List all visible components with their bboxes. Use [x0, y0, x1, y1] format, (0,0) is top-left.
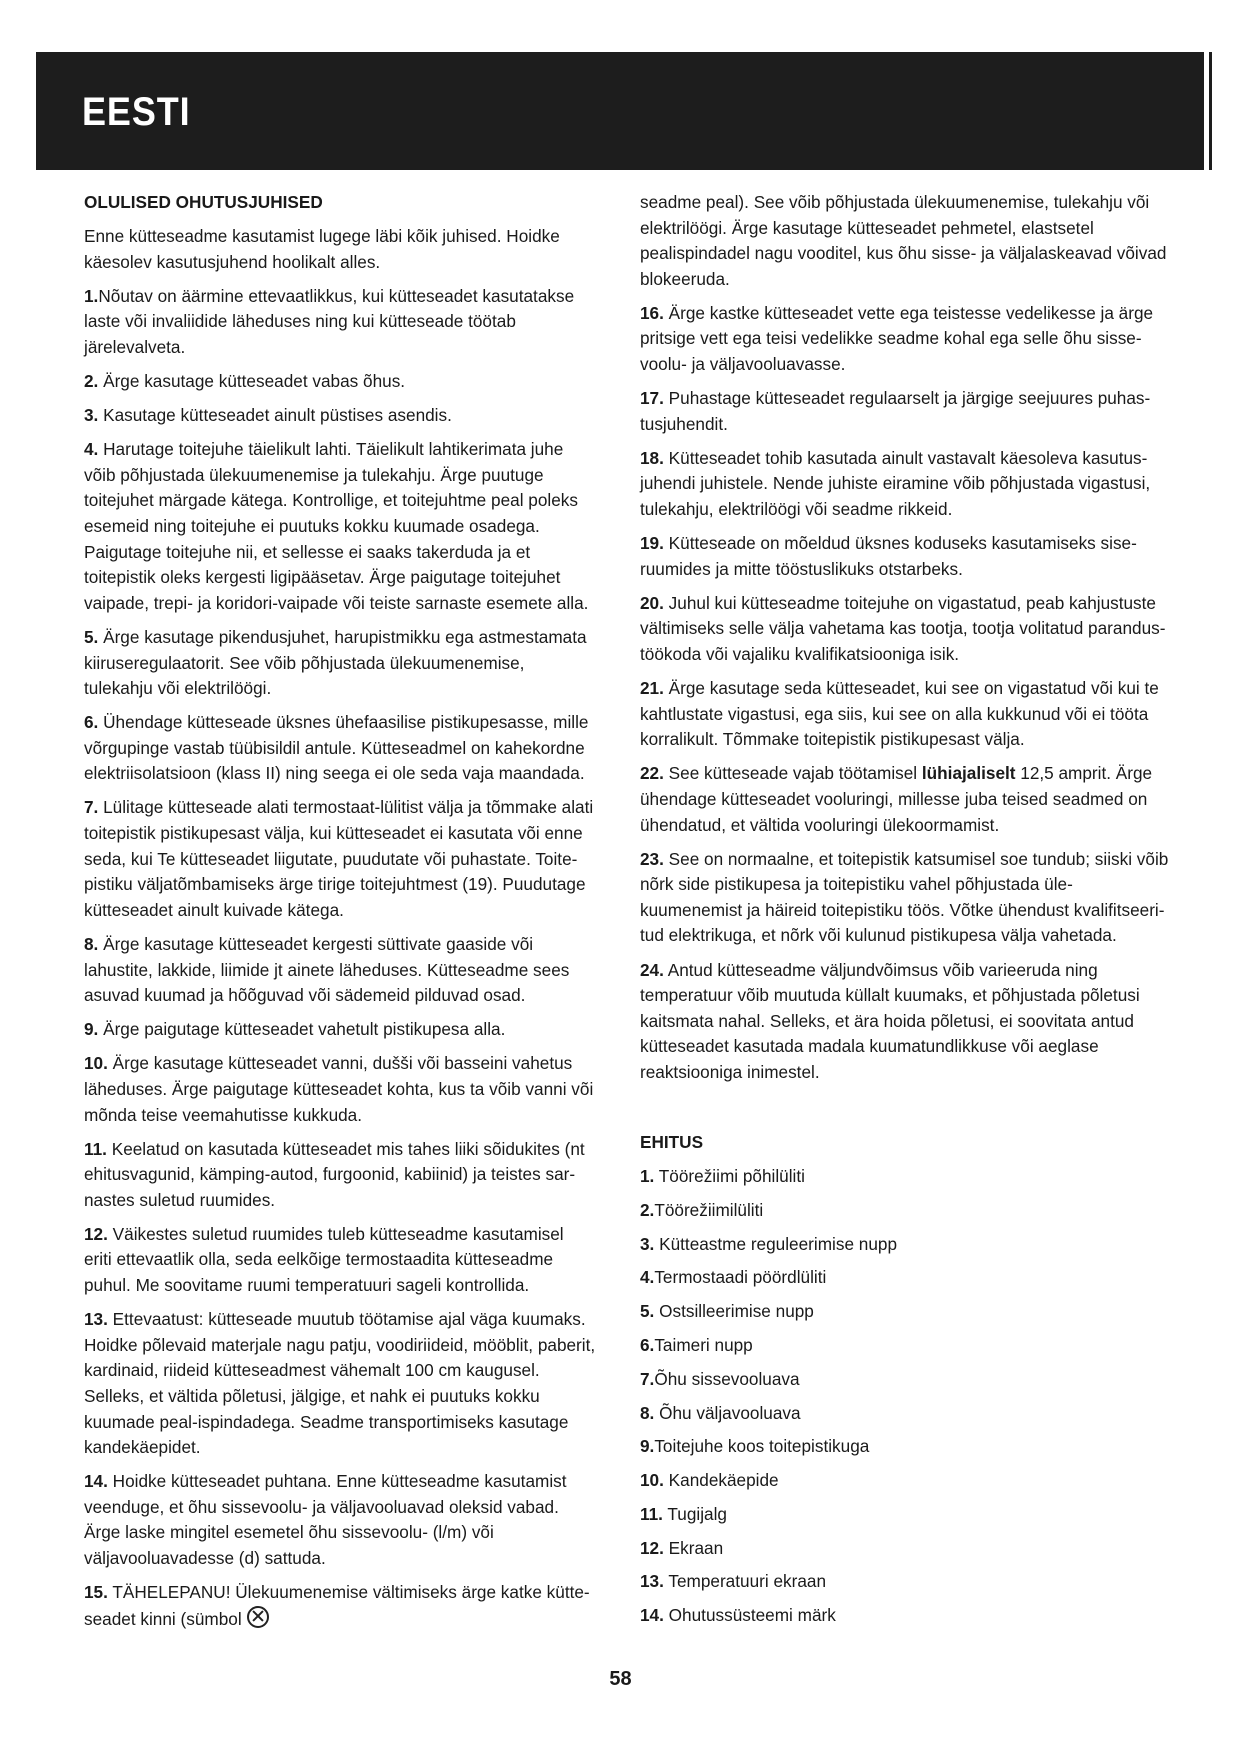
- safety-item-22: [640, 761, 1170, 838]
- safety-items-right-2: [640, 847, 1170, 1086]
- item-text: Tugijalg: [662, 1503, 727, 1524]
- item-number: 11.: [84, 1138, 107, 1159]
- safety-item: [84, 284, 596, 361]
- construction-item: [640, 1198, 1170, 1224]
- item-text: Ühendage kütteseade üksnes ühefaasilise pistikupesasse, mille võrgupinge vastab tüübisildil antule. Kütteseadmel on kahekordne elektriisolatsioon (klass II) ning seega ei ole seda vaja maandada.: [84, 712, 589, 784]
- safety-item: [84, 403, 596, 429]
- construction-item: [640, 1434, 1170, 1460]
- item-number: 24.: [640, 959, 664, 980]
- safety-item: [84, 437, 596, 616]
- item-number: 3.: [640, 1233, 655, 1254]
- safety-item: [84, 1017, 596, 1043]
- item-number: 8.: [640, 1402, 655, 1423]
- item-number: 23.: [640, 848, 664, 869]
- safety-item-15-continued: seadme peal). See võib põhjustada ülekuumenemise, tulekahju või elektrilöögi. Ärge kasutage kütteseadet pehmetel, elastsetel pealispindadel nagu vooditel, kus õhu sisse- ja väljalaskeavad võivad blokeeruda.: [640, 192, 1167, 289]
- item-text: Ärge kasutage pikendusjuhet, harupistmikku ega astmestamata kiiruseregulaatorit. See võib põhjustada ülekuumenemise, tulekahju või elektrilöögi.: [84, 626, 587, 699]
- item-number: 12.: [640, 1537, 664, 1558]
- item-text: Antud kütteseadme väljundvõimsus võib varieeruda ning temperatuur võib muutuda küllalt kuumaks, et põhjustada põletusi kaitsmata nahal. Selleks, et ära hoida põletusi, ei soovitata antud kütteseadet kasutada madala kuumatundlikkuse või aeglase reaktsiooniga inimestel.: [640, 959, 1140, 1082]
- item-number: 18.: [640, 447, 664, 468]
- construction-item: [640, 1333, 1170, 1359]
- item-number: 4.: [640, 1267, 655, 1288]
- safety-heading: OLULISED OHUTUSJUHISED: [84, 192, 323, 212]
- item-text: Väikestes suletud ruumides tuleb kütteseadme kasutamisel eriti ettevaatlik olla, seda eelkõige termostaadita kütteseadme puhul. Me soovitame ruumi temperatuuri sageli kontrollida.: [84, 1223, 564, 1296]
- language-header-bar: [36, 52, 1204, 170]
- item-text: Õhu väljavooluava: [654, 1402, 801, 1423]
- construction-heading: EHITUS: [640, 1132, 704, 1152]
- safety-item-15: [84, 1580, 596, 1632]
- item-text: Keelatud on kasutada kütteseadet mis tahes liiki sõidukites (nt ehitusvagunid, kämping-autod, furgoonid, kabiinid) ja teistes sar-nastes suletud ruumides.: [84, 1138, 585, 1210]
- item-number: 16.: [640, 302, 664, 323]
- item-text: Kandekäepide: [663, 1470, 779, 1491]
- safety-item: [640, 531, 1170, 582]
- item-text: Ettevaatust: kütteseade muutub töötamise ajal väga kuumaks. Hoidke põlevaid materjale nagu patju, voodiriideid, mööblit, paberit, kardinaid, riideid kütteseadmest vähemalt 100 cm kaugusel. Selleks, et vältida põletusi, jälgige, et nahk ei puutuks kokku kuumade peal-ispindadega. Seadme transportimiseks kasutage kandekäepidet.: [84, 1309, 596, 1458]
- item-emphasis: lühiajaliselt: [921, 763, 1016, 784]
- safety-item: [84, 625, 596, 702]
- item-text: See kütteseade vajab töötamisel: [663, 763, 922, 784]
- item-number: 19.: [640, 533, 664, 554]
- construction-item: [640, 1164, 1170, 1190]
- item-text: Harutage toitejuhe täielikult lahti. Täielikult lahtikerimata juhe võib põhjustada ülekuumenemise ja tulekahju. Ärge puutuge toitejuhet märgade kätega. Kontrollige, et toitejuhtme peal poleks esemeid ning toitejuhe ei puutuks kokku kuumade osadega. Paigutage toitejuhe nii, et sellesse ei saaks takerduda ja et toitepistik oleks kergesti ligipääsetav. Ärge paigutage toitejuhet vaipade, trepi- ja koridori-vaipade või teiste sarnaste esemete alla.: [84, 439, 589, 613]
- item-number: 9.: [84, 1019, 99, 1040]
- item-text: Lülitage kütteseade alati termostaat-lülitist välja ja tõmmake alati toitepistik pistikupesast välja, kui kütteseadet ei kasutata või enne seda, kui Te kütteseadet liigutate, puudutate või puhastate. Toite-pistiku väljatõmbamiseks ärge tirige toitejuhtmest (19). Puudutage kütteseadet ainult kuivade kätega.: [84, 797, 594, 920]
- item-number: 17.: [640, 388, 664, 409]
- item-number: 15.: [84, 1582, 108, 1603]
- item-number: 7.: [640, 1368, 655, 1389]
- item-text: Ohutussüsteemi märk: [663, 1605, 836, 1626]
- construction-item: [640, 1401, 1170, 1427]
- safety-item: [84, 1222, 596, 1299]
- item-text: Ärge paigutage kütteseadet vahetult pistikupesa alla.: [98, 1019, 506, 1040]
- construction-item: [640, 1603, 1170, 1629]
- left-column: [84, 190, 596, 1641]
- language-title: EESTI: [82, 90, 191, 134]
- item-text: Töörežiimi põhilüliti: [654, 1166, 805, 1187]
- item-text: Kütteastme reguleerimise nupp: [654, 1233, 898, 1254]
- item-number: 8.: [84, 933, 99, 954]
- safety-item: [84, 1307, 596, 1461]
- item-text: Taimeri nupp: [654, 1335, 753, 1355]
- safety-item: [640, 676, 1170, 753]
- item-number: 6.: [84, 712, 99, 733]
- item-number: 3.: [84, 405, 99, 426]
- item-text: Toitejuhe koos toitepistikuga: [654, 1436, 870, 1457]
- item-number: 1.: [84, 285, 99, 306]
- item-number: 7.: [84, 797, 99, 818]
- item-text: Hoidke kütteseadet puhtana. Enne kütteseadme kasutamist veenduge, et õhu sissevoolu- ja väljavooluavad oleksid vabad. Ärge laske mingitel esemetel õhu sissevoolu- (l/m) või väljavooluavadesse (d) sattuda.: [84, 1471, 567, 1568]
- header-edge-mark: [1209, 52, 1212, 170]
- item-text: TÄHELEPANU! Ülekuumenemise vältimiseks ärge katke kütte-seadet kinni (sümbol: [84, 1582, 590, 1629]
- item-text: Ärge kasutage kütteseadet kergesti süttivate gaaside või lahustite, lakkide, liimide jt ainete läheduses. Kütteseadme sees asuvad kuumad ja hõõguvad või sädemeid pilduvad osad.: [84, 933, 570, 1006]
- item-text: Ekraan: [663, 1537, 724, 1558]
- item-number: 2.: [640, 1199, 655, 1220]
- item-text: Kütteseadet tohib kasutada ainult vastavalt käesoleva kasutus-juhendi juhistele. Nende juhiste eiramine võib põhjustada vigastusi, tulekahju, elektrilöögi või seadme rikkeid.: [640, 447, 1151, 520]
- safety-item: [84, 710, 596, 787]
- item-number: 13.: [84, 1309, 108, 1330]
- safety-item: [640, 847, 1170, 949]
- item-text: Kütteseade on mõeldud üksnes koduseks kasutamiseks sise-ruumides ja mitte tööstuslikuks otstarbeks.: [640, 533, 1137, 579]
- page-number: 58: [609, 1668, 632, 1690]
- item-number: 14.: [84, 1471, 108, 1492]
- right-column: [640, 190, 1170, 1637]
- item-number: 9.: [640, 1436, 655, 1457]
- item-number: 4.: [84, 439, 99, 460]
- construction-item: [640, 1265, 1170, 1291]
- safety-item: [84, 1137, 596, 1214]
- item-text: 12,5 amprit. Ärge ühendage kütteseadet vooluringi, millesse juba teised seadmed on ühendatud, et vältida vooluringi ülekoormamist.: [640, 763, 1153, 835]
- item-text: Ärge kasutage kütteseadet vanni, dušši või basseini vahetus läheduses. Ärge paigutage kütteseadet kohta, kus ta võib vanni või mõnda teise veemahutisse kukkuda.: [84, 1053, 594, 1125]
- item-number: 14.: [640, 1605, 664, 1626]
- item-text: Kasutage kütteseadet ainult püstises asendis.: [98, 405, 452, 426]
- item-text: Ostsilleerimise nupp: [654, 1301, 814, 1322]
- construction-item: [640, 1299, 1170, 1325]
- construction-item: [640, 1367, 1170, 1393]
- safety-item: [640, 301, 1170, 378]
- item-number: 13.: [640, 1571, 664, 1592]
- item-text: Termostaadi pöördlüliti: [654, 1267, 827, 1288]
- item-number: 6.: [640, 1335, 655, 1355]
- item-text: Nõutav on äärmine ettevaatlikkus, kui kütteseadet kasutatakse laste või invaliidide läheduses ning kui kütteseade töötab järelevalveta.: [84, 285, 575, 357]
- construction-item: [640, 1569, 1170, 1595]
- item-number: 20.: [640, 592, 664, 613]
- item-text: Juhul kui kütteseadme toitejuhe on vigastatud, peab kahjustuste vältimiseks selle välja vahetama kas tootja, tootja volitatud parandus-töökoda või vajaliku kvalifikatsiooniga isik.: [640, 592, 1166, 664]
- item-text: Ärge kasutage seda kütteseadet, kui see on vigastatud või kui te kahtlustate vigastusi, ega siis, kui see on alla kukkunud või ei tööta korralikult. Tõmmake toitepistik pistikupesast välja.: [640, 678, 1159, 750]
- item-number: 21.: [640, 678, 664, 699]
- item-number: 2.: [84, 371, 99, 392]
- safety-item: [84, 369, 596, 395]
- construction-list: [640, 1164, 1170, 1629]
- item-text: Temperatuuri ekraan: [663, 1571, 827, 1592]
- safety-intro: Enne kütteseadme kasutamist lugege läbi kõik juhised. Hoidke käesolev kasutusjuhend hoolikalt alles.: [84, 226, 560, 272]
- safety-item: [84, 795, 596, 923]
- item-number: 12.: [84, 1223, 108, 1244]
- item-text: Õhu sissevooluava: [654, 1368, 800, 1389]
- item-number: 22.: [640, 763, 664, 784]
- safety-item: [84, 1051, 596, 1128]
- construction-item: [640, 1536, 1170, 1562]
- item-number: 5.: [640, 1301, 655, 1322]
- item-number: 10.: [84, 1053, 108, 1074]
- construction-item: [640, 1232, 1170, 1258]
- item-text: Töörežiimilüliti: [654, 1199, 764, 1220]
- item-number: 11.: [640, 1503, 663, 1524]
- safety-item: [84, 932, 596, 1009]
- safety-item: [640, 591, 1170, 668]
- safety-item: [640, 958, 1170, 1086]
- construction-item: [640, 1468, 1170, 1494]
- do-not-cover-icon: [247, 1606, 269, 1628]
- safety-items-right: [640, 301, 1170, 753]
- construction-item: [640, 1502, 1170, 1528]
- safety-items-left: [84, 284, 596, 1572]
- item-text: Ärge kasutage kütteseadet vabas õhus.: [98, 371, 406, 392]
- item-text: Puhastage kütteseadet regulaarselt ja järgige seejuures puhas-tusjuhendit.: [640, 388, 1151, 434]
- item-number: 5.: [84, 626, 99, 647]
- item-number: 1.: [640, 1166, 655, 1187]
- safety-item: [84, 1469, 596, 1571]
- item-text: Ärge kastke kütteseadet vette ega teistesse vedelikesse ja ärge pritsige vett ega teisi vedelikke seadme kohal ega selle õhu sisse-voolu- ja väljavooluavasse.: [640, 302, 1154, 375]
- item-number: 10.: [640, 1470, 664, 1491]
- safety-item: [640, 386, 1170, 437]
- safety-item: [640, 446, 1170, 523]
- item-text: See on normaalne, et toitepistik katsumisel soe tundub; siiski võib nõrk side pistikupesa ja toitepistiku vahel põhjustada üle-kuumenemist ja häireid toitepistiku töös. Võtke ühendust kvalifitseeri-tud elektrikuga, et nõrk või kulunud pistikupesa välja vahetada.: [640, 848, 1169, 946]
